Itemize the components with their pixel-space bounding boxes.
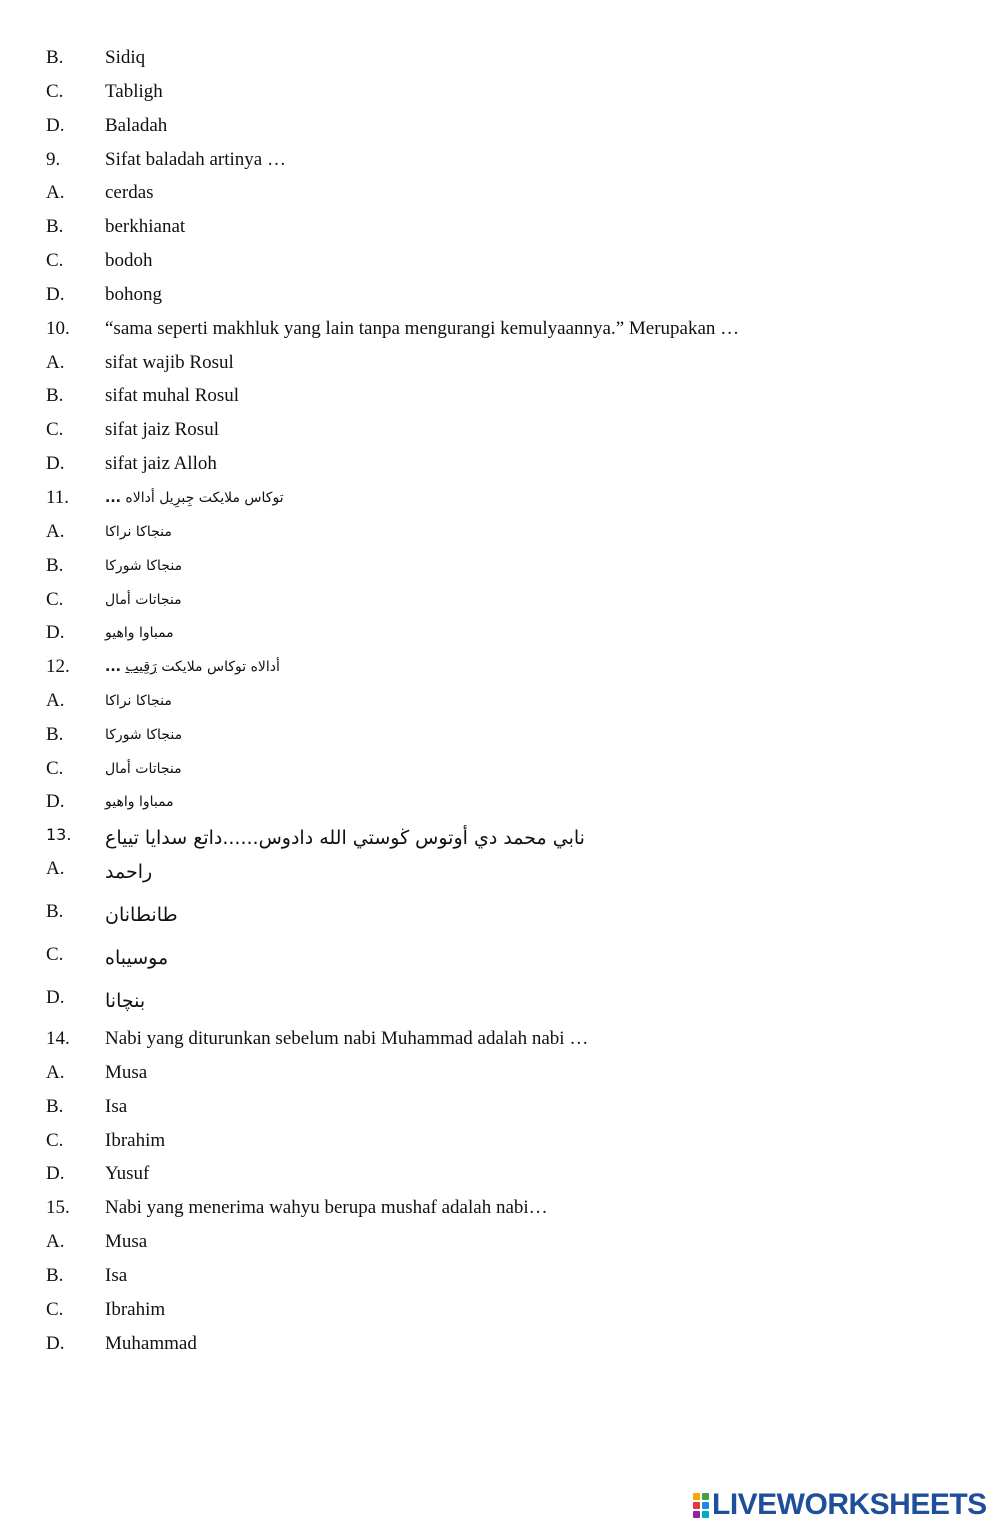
question-12: 12. ... أدالاه توكاس ملايكت رَقِيب: [46, 656, 280, 677]
answer-option: C. sifat jaiz Rosul: [46, 419, 219, 440]
answer-option: C. Tabligh: [46, 81, 163, 102]
logo-square: [693, 1493, 700, 1500]
question-ellipsis: ...: [105, 659, 121, 675]
answer-option: D. Yusuf: [46, 1163, 150, 1184]
answer-option: C. منجاتات أمال: [46, 589, 182, 610]
liveworksheets-logo[interactable]: [693, 1488, 987, 1522]
answer-option: B. منجاكا شوركا: [46, 724, 183, 745]
question-14: 14. Nabi yang diturunkan sebelum nabi Muhammad adalah nabi …: [46, 1028, 589, 1049]
answer-option: D. bohong: [46, 284, 162, 305]
answer-option: C. موسيباه: [46, 944, 169, 969]
logo-square: [702, 1511, 709, 1518]
answer-option: A. sifat wajib Rosul: [46, 352, 234, 373]
answer-option: D. Baladah: [46, 115, 168, 136]
question-text: أدالاه توكاس ملايكت: [161, 659, 280, 675]
logo-square: [693, 1502, 700, 1509]
answer-option: A. منجاكا نراكا: [46, 521, 172, 542]
answer-option: B. طانطانان: [46, 901, 178, 926]
logo-square: [702, 1493, 709, 1500]
answer-option: A. Musa: [46, 1231, 148, 1252]
answer-option: C. Ibrahim: [46, 1299, 166, 1320]
question-text: توكاس ملايكت جِبرِيل أدالاه: [125, 490, 284, 506]
answer-option: D. Muhammad: [46, 1333, 197, 1354]
answer-option: B. sifat muhal Rosul: [46, 385, 240, 406]
answer-option: B. Isa: [46, 1096, 128, 1117]
answer-option: A. cerdas: [46, 182, 154, 203]
question-13: 13. نابي محمد دي أوتوس ڬوستي الله دادوس......داتع سدايا تيياع: [46, 825, 585, 849]
answer-option: B. Isa: [46, 1265, 128, 1286]
answer-option: A. منجاكا نراكا: [46, 690, 172, 711]
logo-square: [693, 1511, 700, 1518]
answer-option: D. ممباوا واهيو: [46, 791, 174, 812]
question-11: 11. ... توكاس ملايكت جِبرِيل أدالاه: [46, 487, 284, 508]
question-10: 10. “sama seperti makhluk yang lain tanpa mengurangi kemulyaannya.” Merupakan …: [46, 318, 740, 339]
answer-option: A. Musa: [46, 1062, 148, 1083]
answer-option: C. Ibrahim: [46, 1130, 166, 1151]
answer-option: C. منجاتات أمال: [46, 758, 182, 779]
question-ellipsis: ...: [105, 490, 121, 506]
logo-text: LIVEWORKSHEETS: [712, 1488, 987, 1521]
logo-square: [702, 1502, 709, 1509]
underlined-term: رَقِيب: [125, 659, 157, 675]
answer-option: B. Sidiq: [46, 47, 146, 68]
question-15: 15. Nabi yang menerima wahyu berupa mushaf adalah nabi…: [46, 1197, 548, 1218]
answer-option: A. راحمد: [46, 858, 153, 883]
question-9: 9. Sifat baladah artinya …: [46, 149, 286, 170]
answer-option: C. bodoh: [46, 250, 153, 271]
answer-option: D. ممباوا واهيو: [46, 622, 174, 643]
answer-option: B. منجاكا شوركا: [46, 555, 183, 576]
logo-mark-icon: [693, 1493, 709, 1518]
answer-option: D. sifat jaiz Alloh: [46, 453, 217, 474]
answer-option: D. بنچانا: [46, 987, 146, 1012]
answer-option: B. berkhianat: [46, 216, 186, 237]
